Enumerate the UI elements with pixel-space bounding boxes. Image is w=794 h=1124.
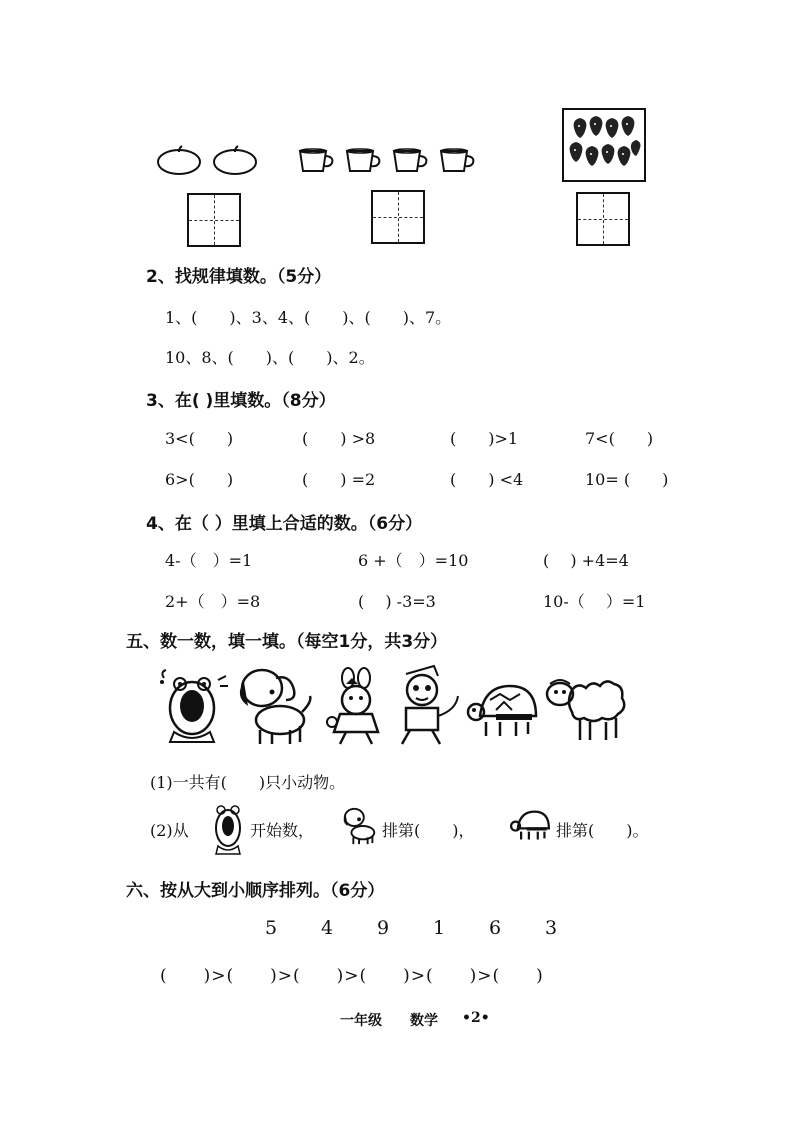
monkey-icon — [392, 664, 462, 748]
q3-r1c4[interactable]: 7<( ) — [585, 429, 654, 448]
q4-r1c3[interactable]: ( ) +4=4 — [543, 551, 629, 570]
turtle-icon — [466, 680, 538, 740]
footer-subject: 数学 — [410, 1013, 438, 1029]
q6-number: 6 — [489, 917, 502, 939]
frog-icon — [210, 800, 246, 858]
apple-icon — [212, 146, 258, 176]
dog-icon — [340, 806, 380, 846]
q5-title: 五、数一数，填一填。（每空1分，共3分） — [126, 632, 448, 652]
q2-line2[interactable]: 10、8、( )、( )、2。 — [165, 348, 375, 367]
cup-icon — [439, 148, 477, 174]
q3-r1c3[interactable]: ( )>1 — [450, 429, 519, 448]
q3-r2c2[interactable]: ( ) =2 — [302, 470, 376, 489]
q5-sub2-start: (2)从 — [150, 821, 189, 840]
rabbit-icon — [326, 668, 388, 748]
q4-r2c1[interactable]: 2+（ ）=8 — [165, 592, 261, 611]
q5-sub2-turtle-rank[interactable]: 排第( )。 — [556, 821, 649, 840]
sheep-icon — [544, 676, 628, 746]
q3-r2c1[interactable]: 6>( ) — [165, 470, 234, 489]
q4-r2c3[interactable]: 10-（ ）=1 — [543, 592, 646, 611]
answer-box-cups[interactable] — [371, 190, 425, 244]
q3-title: 3、在( )里填数。（8分） — [146, 391, 336, 411]
q6-number: 1 — [433, 917, 446, 939]
q3-r1c1[interactable]: 3<( ) — [165, 429, 234, 448]
strawberries-icon — [562, 108, 646, 182]
footer-grade: 一年级 — [340, 1013, 382, 1029]
cup-icon — [392, 148, 430, 174]
turtle-icon — [510, 808, 550, 842]
q6-answer-line[interactable]: ( )>( )>( )>( )>( )>( ) — [160, 966, 544, 986]
q3-r1c2[interactable]: ( ) >8 — [302, 429, 376, 448]
q4-r2c2[interactable]: ( ) -3=3 — [358, 592, 436, 611]
answer-box-apples[interactable] — [187, 193, 241, 247]
q5-sub1[interactable]: (1)一共有( )只小动物。 — [150, 773, 346, 792]
q5-sub2-dog-rank[interactable]: 排第( )， — [382, 821, 475, 840]
cup-icon — [298, 148, 336, 174]
q4-r1c2[interactable]: 6 +（ ）=10 — [358, 551, 469, 570]
cup-icon — [345, 148, 383, 174]
apple-icon — [156, 146, 202, 176]
q6-title: 六、按从大到小顺序排列。（6分） — [126, 881, 385, 901]
q2-line1[interactable]: 1、( )、3、4、( )、( )、7。 — [165, 308, 452, 327]
q6-number: 9 — [377, 917, 390, 939]
q3-r2c4[interactable]: 10= ( ) — [585, 470, 669, 489]
q6-number: 4 — [321, 917, 334, 939]
q5-sub2-count-from: 开始数， — [250, 821, 315, 840]
q2-title: 2、找规律填数。（5分） — [146, 267, 332, 287]
footer-page: •2• — [462, 1010, 490, 1026]
q6-number: 5 — [265, 917, 278, 939]
frog-icon — [158, 668, 230, 748]
q6-number: 3 — [545, 917, 558, 939]
q4-r1c1[interactable]: 4-（ ）=1 — [165, 551, 253, 570]
q3-r2c3[interactable]: ( ) <4 — [450, 470, 524, 489]
q4-title: 4、在（ ）里填上合适的数。（6分） — [146, 514, 423, 534]
dog-icon — [232, 664, 316, 748]
answer-box-strawberries[interactable] — [576, 192, 630, 246]
